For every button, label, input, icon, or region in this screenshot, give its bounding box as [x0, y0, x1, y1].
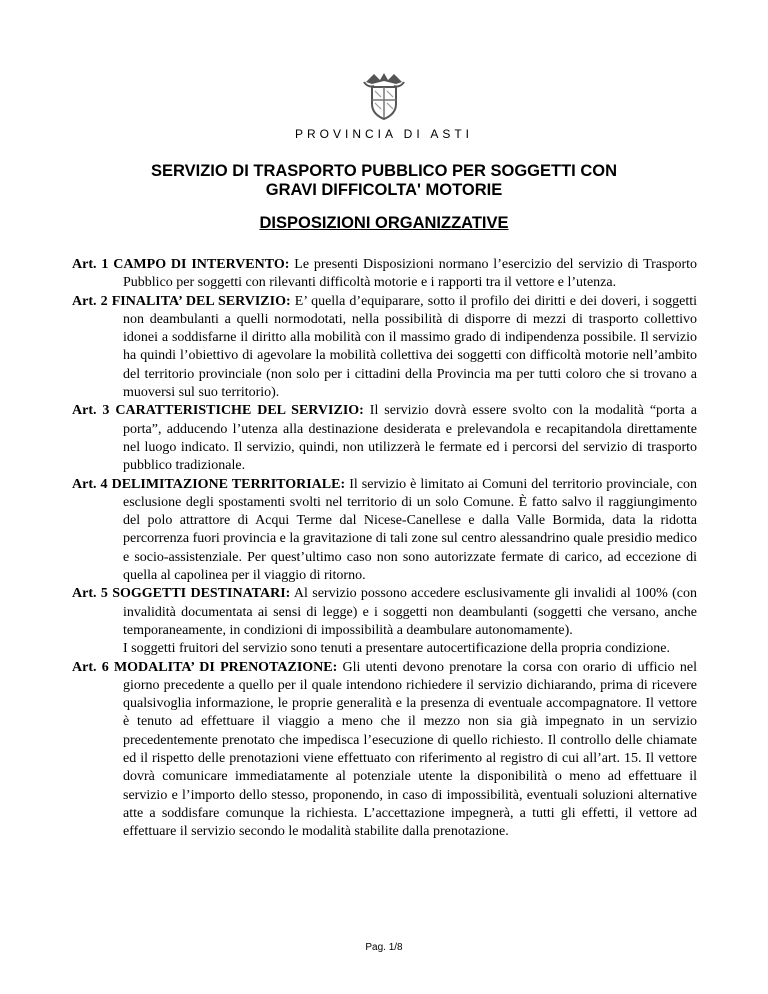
document-subtitle: DISPOSIZIONI ORGANIZZATIVE	[259, 214, 509, 232]
title-line-1: SERVIZIO DI TRASPORTO PUBBLICO PER SOGGETTI CON	[150, 162, 618, 180]
page-number: Pag. 1/8	[365, 942, 403, 953]
article-number: Art. 2	[72, 293, 108, 309]
article-number: Art. 5	[72, 586, 108, 602]
document-title	[0, 162, 768, 200]
article-heading: FINALITA’ DEL SERVIZIO:	[111, 293, 291, 309]
article-text: Al servizio possono accedere esclusivamente gli invalidi al 100% (con invalidità documentata ai sensi di legge) e i soggetti non deambulanti (soggetti che versano, anche temporaneamente, in condizioni di impossibilità a deambulare autonomamente).	[123, 586, 697, 638]
article-heading: DELIMITAZIONE TERRITORIALE:	[111, 476, 346, 492]
article-text: Il servizio è limitato ai Comuni del territorio provinciale, con esclusione degli spostamenti svolti nel territorio di un solo Comune. È fatto salvo il raggiungimento del polo attrattore di Acqui Terme dal Nicese-Canellese e dalla Valle Bormida, data la ridotta percorrenza fuori provincia e la gravitazione di tali zone sul centro alessandrino quale presidio medico e socio-assistenziale. Per quest’ultimo caso non sono autorizzate fermate di carico, ad eccezione di quella al capolinea per il viaggio di ritorno.	[123, 476, 697, 584]
article-3	[72, 402, 697, 475]
article-heading: SOGGETTI DESTINATARI:	[112, 586, 291, 602]
article-heading: CARATTERISTICHE DEL SERVIZIO:	[115, 403, 364, 419]
articles-list	[72, 256, 697, 842]
article-4	[72, 476, 697, 586]
article-text: Il servizio dovrà essere svolto con la modalità “porta a porta”, adducendo l’utenza alla destinazione desiderata e prelevandola e recapitandola direttamente nel luogo indicato. Il servizio, quindi, non utilizzerà le fermate ed i percorsi del servizio di trasporto pubblico tradizionale.	[123, 403, 697, 474]
article-2	[72, 293, 697, 403]
article-number: Art. 6	[72, 659, 109, 675]
article-5	[72, 585, 697, 640]
province-coat-of-arms-icon	[360, 70, 408, 122]
article-heading: MODALITA’ DI PRENOTAZIONE:	[113, 659, 338, 675]
article-text: Gli utenti devono prenotare la corsa con orario di ufficio nel giorno precedente a quello per il quale intendono richiedere il servizio dichiarando, prima di ricevere qualsivoglia informazione, le proprie generalità e la presenza di eventuale accompagnatore. Il vettore è tenuto ad effettuare il viaggio a meno che il mezzo non sia già impegnato in un servizio precedentemente prenotato che impedisca l’esecuzione di quello richiesto. Il controllo delle chiamate ed il rispetto delle prenotazioni viene effettuato con riferimento al registro di cui all’art. 15. Il vettore dovrà comunicare immediatamente al potenziale utente la disponibilità o meno ad effettuare il servizio e l’importo dello stesso, proponendo, in caso di impossibilità, eventuali soluzioni alternative atte a soddisfare comunque la richiesta. L’accettazione impegnerà, a tutti gli effetti, il vettore ad effettuare il servizio secondo le modalità stabilite dalla prenotazione.	[123, 659, 698, 840]
article-text: Le presenti Disposizioni normano l’esercizio del servizio di Trasporto Pubblico per soggetti con rilevanti difficoltà motorie e i rapporti tra il vettore e l’utenza.	[123, 257, 698, 291]
article-heading: CAMPO DI INTERVENTO:	[113, 257, 290, 272]
article-6	[72, 659, 697, 842]
title-line-2: GRAVI DIFFICOLTA' MOTORIE	[265, 181, 503, 199]
article-number: Art. 3	[72, 403, 110, 419]
province-name: PROVINCIA DI ASTI	[294, 127, 474, 141]
article-text: E’ quella d’equiparare, sotto il profilo dei diritti e dei doveri, i soggetti non deambulanti a quelli normodotati, nella possibilità di disporre di mezzi di trasporto collettivo idonei a soddisfarne il diritto alla mobilità con il massimo grado di indipendenza possibile. Il servizio ha quindi l’obiettivo di agevolare la mobilità collettiva dei soggetti con difficoltà motorie nell’ambito del territorio provinciale (non solo per i cittadini della Provincia ma per tutti coloro che si trovano a muoversi sul suo territorio).	[123, 293, 698, 401]
article-1	[72, 256, 697, 293]
article-number: Art. 1	[72, 257, 109, 272]
article-5-note: I soggetti fruitori del servizio sono tenuti a presentare autocertificazione della propria condizione.	[123, 641, 670, 657]
article-number: Art. 4	[72, 476, 108, 492]
